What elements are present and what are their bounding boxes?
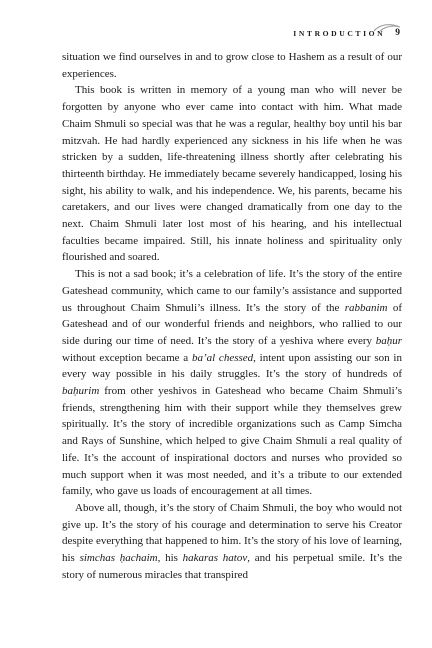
text-run: This book is written in memory of a young man who will never be forgotten by anyone who ever came into contact with him. What made Chaim Shmuli so special was that he was a regular, healthy boy until his bar mitzvah. He had hardly experienced any sickness in his life when he was stricken by a sudden, life-threatening illness shortly after celebrating his thirteenth birthday. He immediately became severely handicapped, losing his sight, his ability to walk, and his independence. We, his parents, became his caretakers, and our lives were changed dramatically from one day to the next. Chaim Shmuli later lost most of his hearing, and his intellectual faculties became impaired. Still, his innate holiness and spirituality only flourished and soared. <box>62 84 402 264</box>
italic-term: rabbanim <box>344 301 388 314</box>
text-run: Above all, though, it’s the story of Chaim Shmuli, the boy who would not give up. It’s the story of his courage and determination to serve his Creator despite everything that happened to him. It’s the story of his love of learning, his <box>62 501 402 565</box>
italic-term: hakaras hatov <box>182 552 248 565</box>
running-head <box>293 28 400 38</box>
italic-term: ba’al chessed <box>191 351 254 364</box>
paragraph <box>62 49 402 82</box>
section-title: INTRODUCTION <box>293 28 386 38</box>
body-text <box>62 49 402 584</box>
paragraph <box>62 266 402 500</box>
italic-term: simchas ḥachaim <box>79 552 158 565</box>
text-run: without exception became a <box>62 351 192 364</box>
text-run: from other yeshivos in Gateshead who became Chaim Shmuli’s friends, strengthening him with their support while they themselves grew spiritually. It’s the story of incredible organizations such as Camp Simcha and Rays of Sunshine, which helped to give Chaim Shmuli a real quality of life. It’s the account of inspirational doctors and nurses who provided so much support when it was most needed, and it’s a tribute to our extended family, who gave us loads of encouragement at all times. <box>62 385 402 498</box>
text-run: of Gateshead and of our wonderful friends and neighbors, who rallied to our side during our time of need. It’s the story of a yeshiva where every <box>62 301 402 347</box>
text-run: , and his perpetual smile. It’s the story of numerous miracles that transpired <box>62 552 403 581</box>
text-run: situation we find ourselves in and to grow close to Hashem as a result of our experiences. <box>62 51 402 80</box>
text-run: This is not a sad book; it’s a celebration of life. It’s the story of the entire Gateshead community, which came to our family’s assistance and supported us throughout Chaim Shmuli’s illness. It’s the story of the <box>62 268 402 314</box>
italic-term: baḥur <box>375 334 402 347</box>
text-run: , intent upon assisting our son in every way possible in his daily struggles. It’s the story of hundreds of <box>62 351 402 381</box>
italic-term: baḥurim <box>62 385 100 398</box>
paragraph <box>62 500 402 584</box>
text-run: , his <box>157 552 183 565</box>
page-number: 9 <box>395 28 400 38</box>
paragraph <box>62 82 402 266</box>
